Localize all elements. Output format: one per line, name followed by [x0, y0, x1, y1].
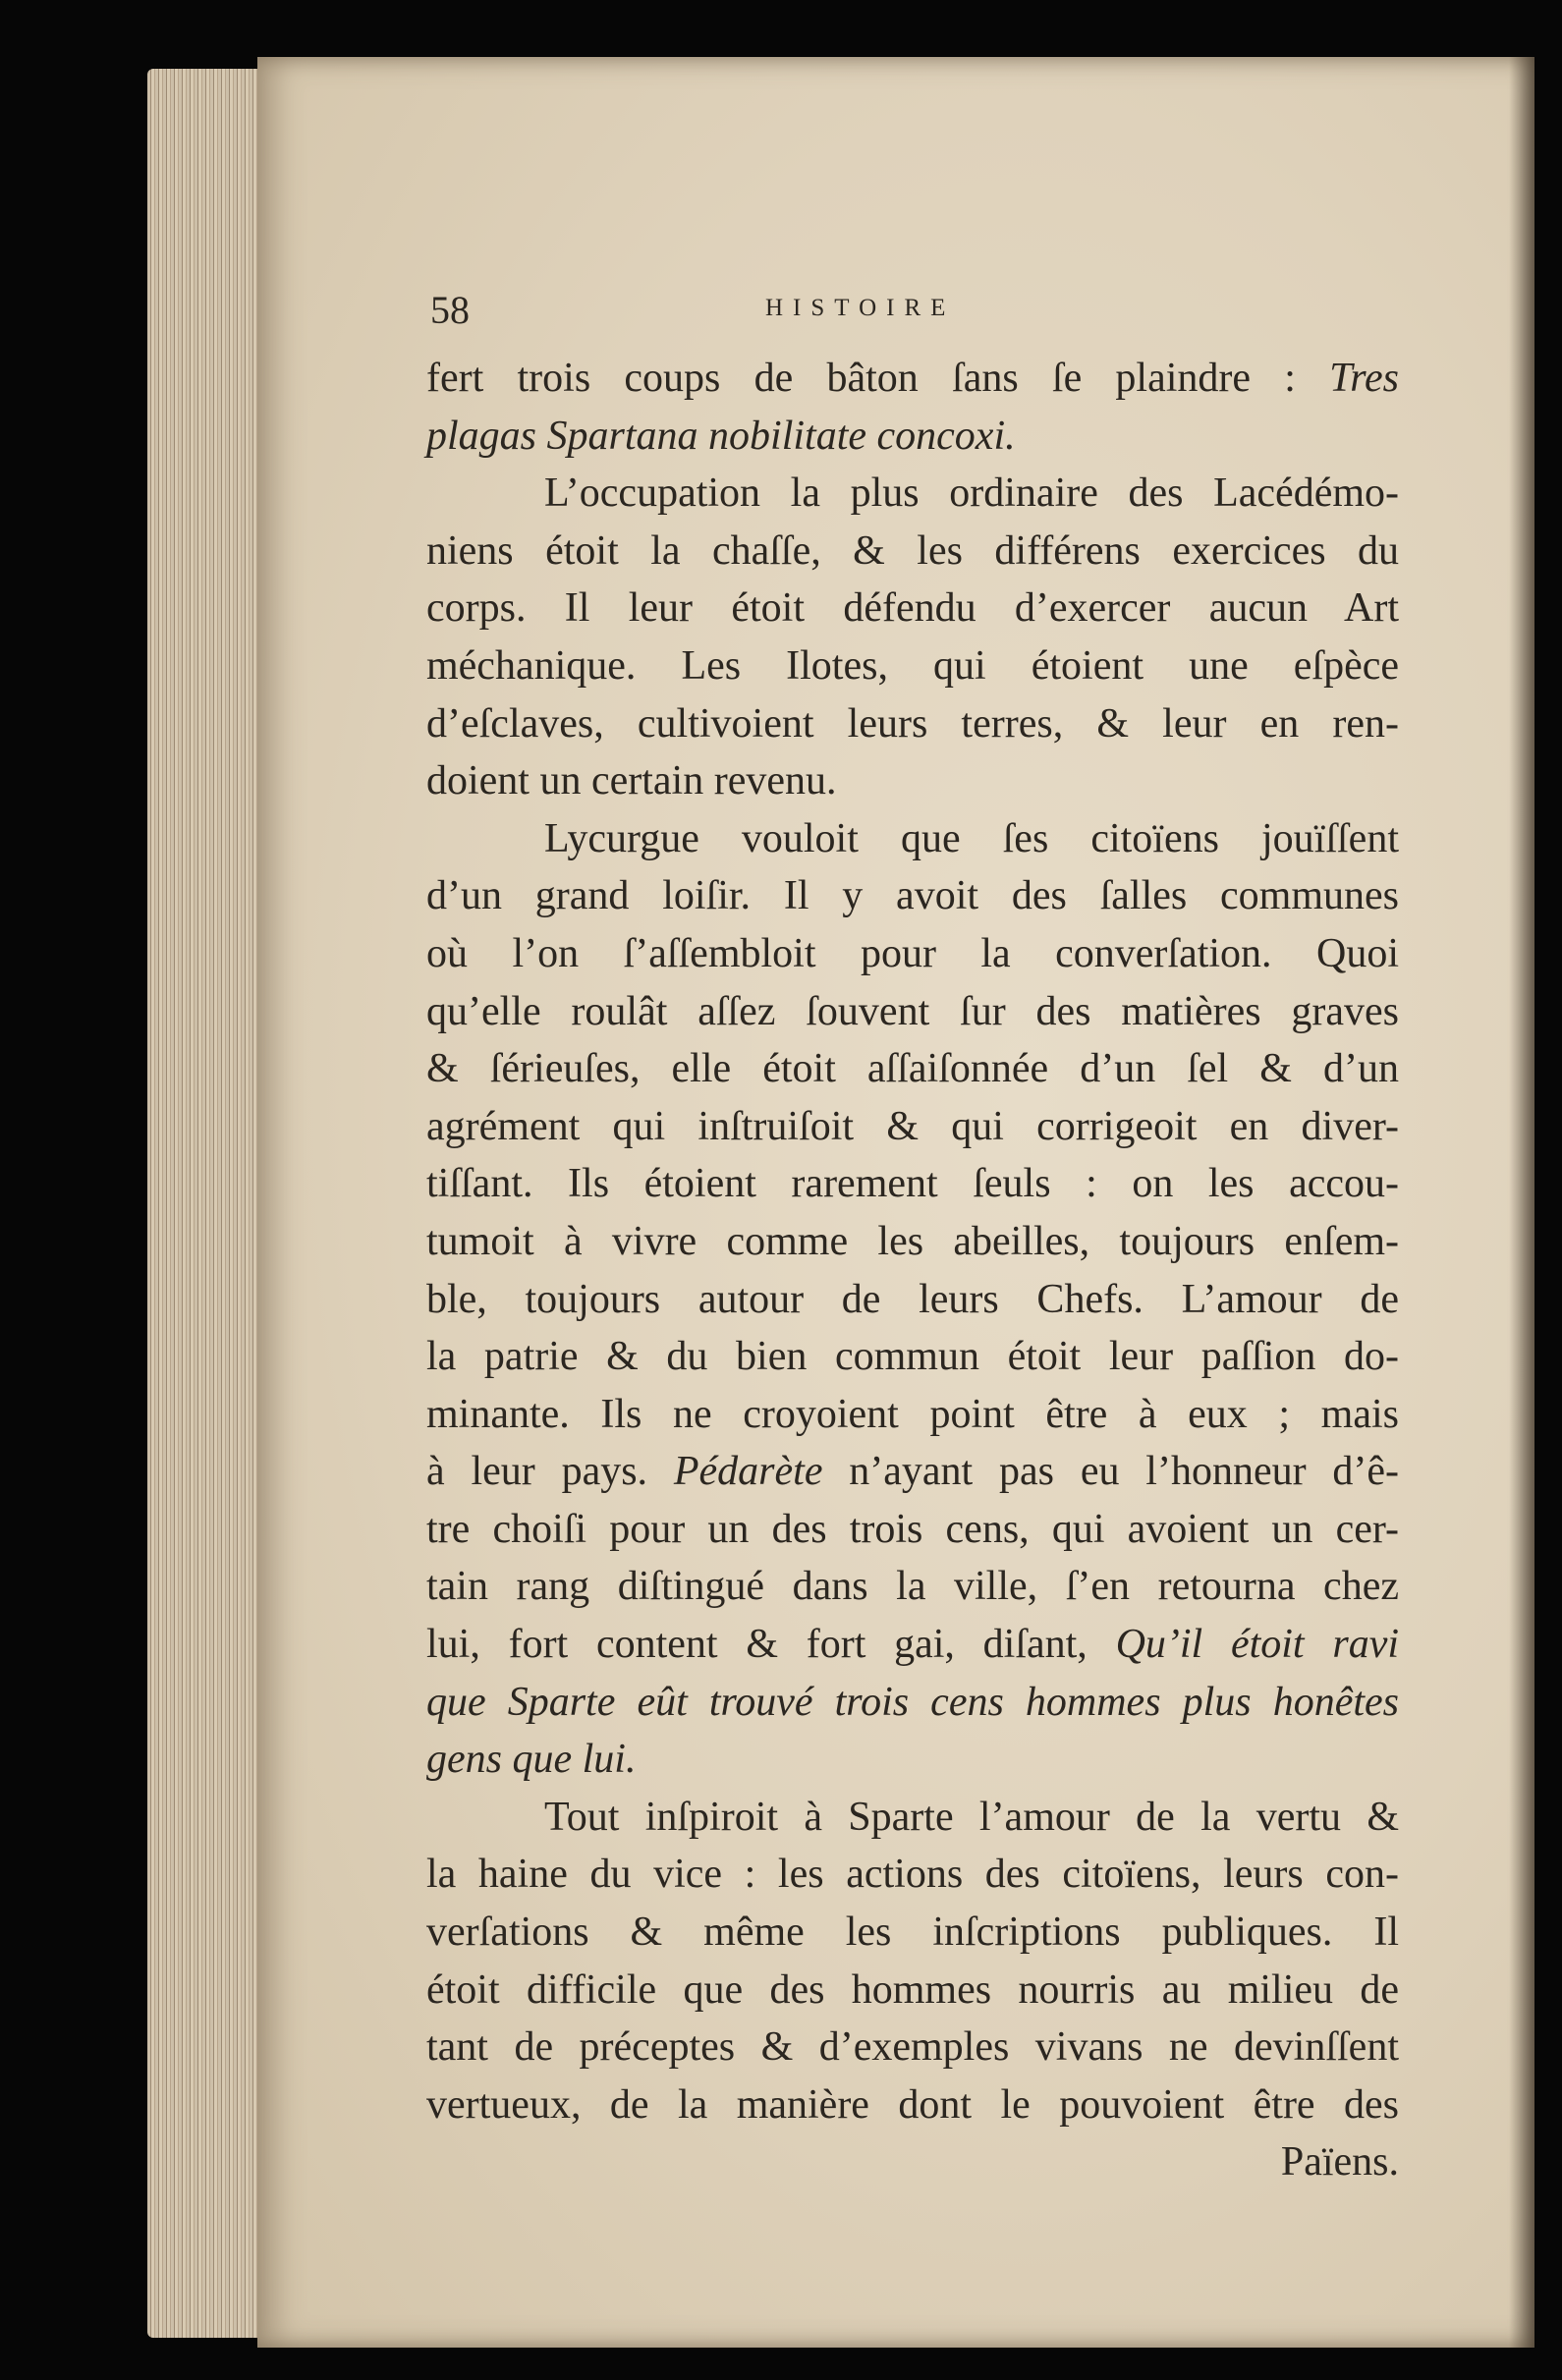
- text-line: [426, 1155, 1399, 1213]
- text-line: [426, 523, 1399, 581]
- text-line: [426, 925, 1399, 983]
- text-line: [426, 1501, 1399, 1559]
- page-text-block: [426, 224, 1400, 2186]
- text-segment: la haine du vice : les actions des citoïens, leurs con-: [426, 1852, 1399, 1898]
- text-segment: d’eſclaves, cultivoient leurs terres, & leur en ren-: [426, 700, 1399, 747]
- text-segment: où l’on ſ’aſſembloit pour la converſation. Quoi: [426, 930, 1399, 976]
- text-line: [426, 580, 1399, 637]
- italic-text-segment: Tres: [1329, 356, 1399, 401]
- italic-text-segment: Pédarète: [673, 1449, 823, 1495]
- text-segment: n’ayant pas eu l’honneur d’ê-: [822, 1449, 1399, 1495]
- running-head-title: HISTOIRE: [765, 295, 956, 321]
- text-segment: la patrie & du bien commun étoit leur paſſion do-: [426, 1334, 1399, 1380]
- text-segment: doient un certain revenu.: [426, 758, 837, 804]
- text-segment: tumoit à vivre comme les abeilles, toujours enſem-: [426, 1218, 1399, 1264]
- text-line: [426, 695, 1399, 753]
- italic-text-segment: Qu’il étoit ravi: [1115, 1622, 1400, 1668]
- text-segment: niens étoit la chaſſe, & les différens exercices du: [426, 527, 1399, 574]
- text-segment: qu’elle roulât aſſez ſouvent ſur des matières graves: [426, 988, 1399, 1034]
- text-segment: Lycurgue vouloit que ſes citoïens jouïſſent: [544, 815, 1399, 861]
- text-segment: ble, toujours autour de leurs Chefs. L’amour de: [426, 1276, 1399, 1322]
- text-line: [426, 867, 1399, 925]
- text-line: [426, 1962, 1399, 2020]
- text-line: [426, 1386, 1399, 1444]
- running-head: [426, 224, 1399, 332]
- text-segment: lui, fort content & fort gai, diſant,: [426, 1622, 1116, 1668]
- text-line: [426, 810, 1399, 868]
- text-segment: agrément qui inſtruiſoit & qui corrigeoit en diver-: [426, 1103, 1399, 1149]
- book-page: [257, 57, 1534, 2348]
- text-segment: fert trois coups de bâton ſans ſe plaindre :: [426, 356, 1330, 401]
- text-line: [426, 1271, 1399, 1329]
- text-segment: tiſſant. Ils étoient rarement ſeuls : on les accou-: [426, 1161, 1399, 1207]
- text-segment: d’un grand loiſir. Il y avoit des ſalles communes: [426, 873, 1399, 919]
- text-line: [426, 1904, 1399, 1962]
- book-page-edges: [147, 69, 275, 2338]
- text-segment: Païens.: [1280, 2139, 1399, 2186]
- italic-text-segment: que Sparte eût trouvé trois cens hommes plus honêtes: [426, 1679, 1399, 1725]
- text-segment: à leur pays.: [426, 1449, 674, 1495]
- text-line: [426, 1040, 1399, 1098]
- text-segment: Tout inſpiroit à Sparte l’amour de la vertu &: [544, 1794, 1399, 1840]
- text-line: [426, 1098, 1399, 1156]
- text-line: [426, 637, 1399, 695]
- body-text: [426, 350, 1399, 2191]
- text-segment: corps. Il leur étoit défendu d’exercer aucun Art: [426, 585, 1399, 632]
- text-segment: tant de préceptes & d’exemples vivans ne devinſſent: [426, 2024, 1399, 2071]
- italic-text-segment: plagas Spartana nobilitate concoxi.: [426, 413, 1016, 459]
- text-line: [426, 1213, 1399, 1271]
- text-line: [426, 2019, 1399, 2076]
- text-line: [426, 1558, 1399, 1616]
- text-segment: & ſérieuſes, elle étoit aſſaiſonnée d’un ſel & d’un: [426, 1046, 1399, 1092]
- text-line: [426, 1616, 1399, 1674]
- text-segment: tain rang diſtingué dans la ville, ſ’en retourna chez: [426, 1564, 1399, 1610]
- text-line: [426, 2133, 1399, 2191]
- text-line: [426, 1846, 1399, 1904]
- text-line: [426, 1328, 1399, 1386]
- text-line: [426, 465, 1399, 523]
- text-segment: méchanique. Les Ilotes, qui étoient une eſpèce: [426, 642, 1399, 689]
- text-line: [426, 1674, 1399, 1732]
- text-line: [426, 408, 1399, 466]
- text-segment: minante. Ils ne croyoient point être à eux ; mais: [426, 1391, 1399, 1437]
- text-segment: tre choiſi pour un des trois cens, qui avoient un cer-: [426, 1506, 1399, 1552]
- page-number: 58: [430, 288, 470, 332]
- text-segment: vertueux, de la manière dont le pouvoient être des: [426, 2081, 1399, 2128]
- text-segment: L’occupation la plus ordinaire des Lacédémo-: [544, 470, 1399, 517]
- text-line: [426, 350, 1399, 408]
- text-segment: verſations & même les inſcriptions publiques. Il: [426, 1910, 1399, 1956]
- text-line: [426, 2076, 1399, 2134]
- text-segment: étoit difficile que des hommes nourris au milieu de: [426, 1966, 1399, 2013]
- text-line: [426, 1789, 1399, 1847]
- text-line: [426, 752, 1399, 810]
- text-line: [426, 1731, 1399, 1789]
- text-line: [426, 983, 1399, 1041]
- italic-text-segment: gens que lui.: [426, 1737, 637, 1783]
- text-line: [426, 1443, 1399, 1501]
